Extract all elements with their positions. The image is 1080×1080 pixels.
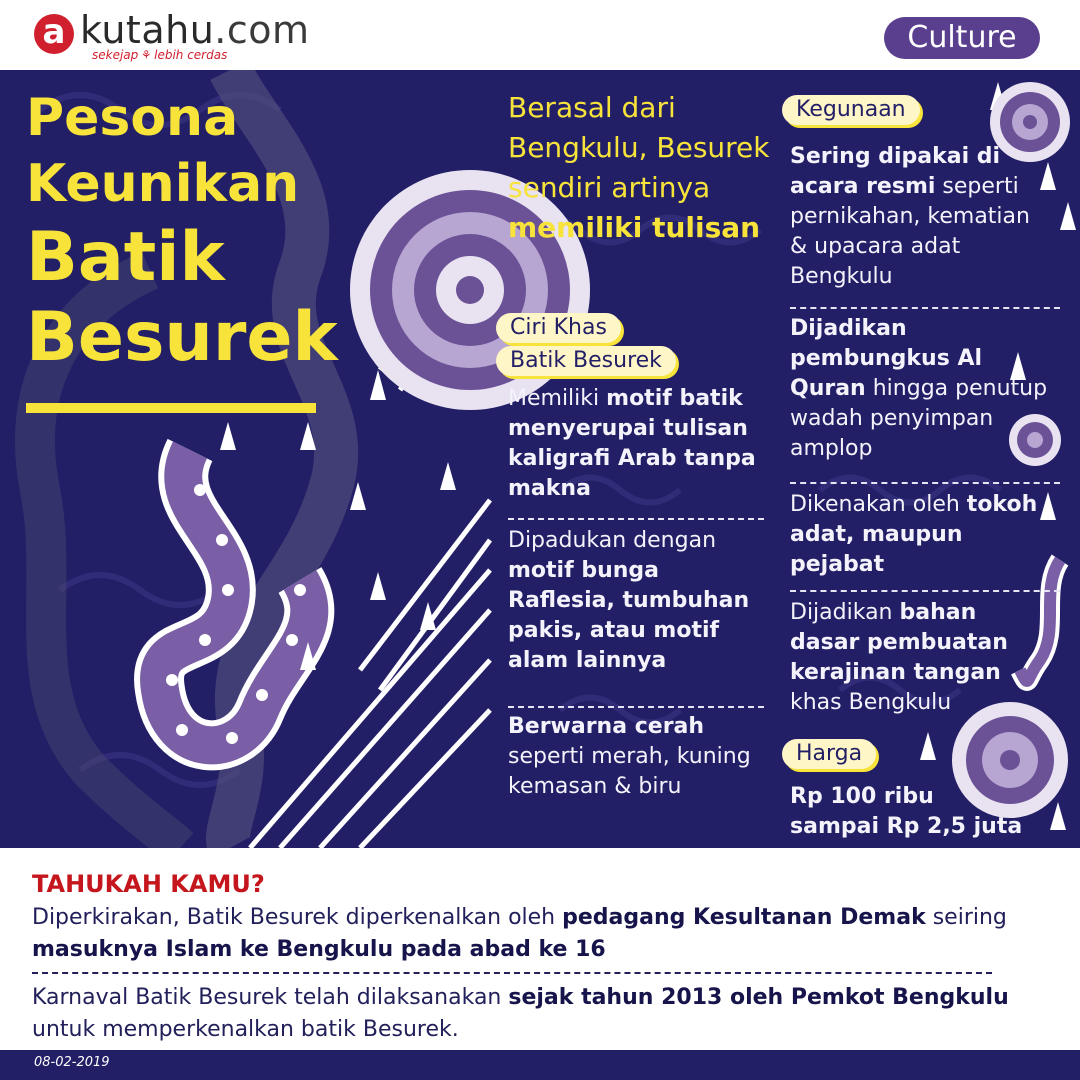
title-line-4: Besurek [26, 298, 338, 377]
kegunaan-item-tokoh-bold: tokoh adat, maupun pejabat [790, 492, 1038, 577]
ciri-khas-pill-line1: Ciri Khas [496, 313, 621, 343]
fact-heading: TAHUKAH KAMU? [32, 870, 265, 898]
kegunaan-item-acara-normal: seperti pernikahan, kematian & upacara adat Bengkulu [790, 174, 1030, 289]
title-line-1: Pesona [26, 88, 239, 148]
kegunaan-item-kerajinan-rest: khas Bengkulu [790, 690, 952, 715]
category-badge[interactable]: Culture [884, 17, 1040, 59]
divider [32, 972, 992, 974]
ciri-item-warna-normal: seperti merah, kuning kemasan & biru [508, 744, 751, 799]
divider [790, 307, 1060, 309]
ciri-item-bunga [508, 526, 778, 676]
fact-paragraph-1 [32, 902, 1052, 966]
origin-text-bold: memiliki tulisan [508, 211, 761, 244]
divider [790, 590, 1060, 592]
divider [508, 518, 764, 520]
fact-p1-bold2: masuknya Islam ke Bengkulu pada abad ke 16 [32, 937, 606, 962]
ciri-item-bunga-bold1: motif bunga [508, 558, 659, 583]
harga-pill: Harga [782, 739, 876, 769]
ciri-item-warna [508, 712, 778, 802]
fact-paragraph-2 [32, 982, 1052, 1046]
ciri-item-bunga-normal: Dipadukan dengan [508, 528, 717, 553]
origin-text-normal: Berasal dari Bengkulu, Besurek sendiri artinya [508, 91, 770, 204]
logo-mark[interactable]: a [34, 14, 74, 54]
kegunaan-item-kerajinan-normal: Dijadikan [790, 600, 900, 625]
publish-date: 08-02-2019 [34, 1055, 110, 1070]
fact-p1-bold1: pedagang Kesultanan Demak [562, 905, 926, 930]
ciri-item-motif-normal: Memiliki [508, 386, 607, 411]
harga-value: Rp 100 ribu sampai Rp 2,5 juta [790, 784, 1023, 839]
title-line-3: Batik [26, 218, 225, 297]
title-line-2: Keunikan [26, 154, 300, 214]
kegunaan-item-kerajinan [790, 598, 1050, 718]
kegunaan-item-acara [790, 142, 1050, 292]
fact-p1-normal: Diperkirakan, Batik Besurek diperkenalkan oleh [32, 905, 563, 930]
ciri-item-motif [508, 384, 778, 504]
fact-p1-normal2: seiring [925, 905, 1007, 930]
ciri-item-bunga-bold2: Raflesia, tumbuhan pakis, atau motif alam lainnya [508, 588, 750, 673]
kegunaan-item-kerajinan-bold: bahan dasar pembuatan kerajinan tangan [790, 600, 1008, 685]
ciri-khas-pill-line2: Batik Besurek [496, 346, 676, 376]
kegunaan-item-pembungkus [790, 314, 1050, 464]
footer-bar [0, 1050, 1080, 1080]
kegunaan-item-pembungkus-bold: Dijadikan pembungkus Al Quran [790, 316, 983, 401]
kegunaan-item-tokoh [790, 490, 1050, 580]
kegunaan-item-pembungkus-normal: hingga penutup wadah penyimpan amplop [790, 376, 1048, 461]
kegunaan-item-tokoh-normal: Dikenakan oleh [790, 492, 967, 517]
logo-wordmark[interactable] [80, 8, 310, 52]
fact-p2-bold1: sejak tahun 2013 oleh Pemkot Bengkulu [508, 985, 1009, 1010]
divider [508, 706, 764, 708]
kegunaan-pill: Kegunaan [782, 95, 920, 125]
fact-p2-normal2: untuk memperkenalkan batik Besurek. [32, 1017, 459, 1042]
logo-tagline: sekejap ⚘ lebih cerdas [92, 48, 228, 62]
kegunaan-item-acara-bold: Sering dipakai di acara resmi [790, 144, 1001, 199]
title-underline [26, 403, 316, 413]
origin-text [508, 88, 770, 248]
ciri-item-warna-bold: Berwarna cerah [508, 714, 705, 739]
logo-domain: .com [214, 8, 310, 52]
ciri-item-motif-bold: motif batik menyerupai tulisan kaligrafi Arab tanpa makna [508, 386, 756, 501]
divider [790, 482, 1060, 484]
fact-p2-normal: Karnaval Batik Besurek telah dilaksanakan [32, 985, 509, 1010]
logo-name: kutahu [80, 8, 215, 52]
